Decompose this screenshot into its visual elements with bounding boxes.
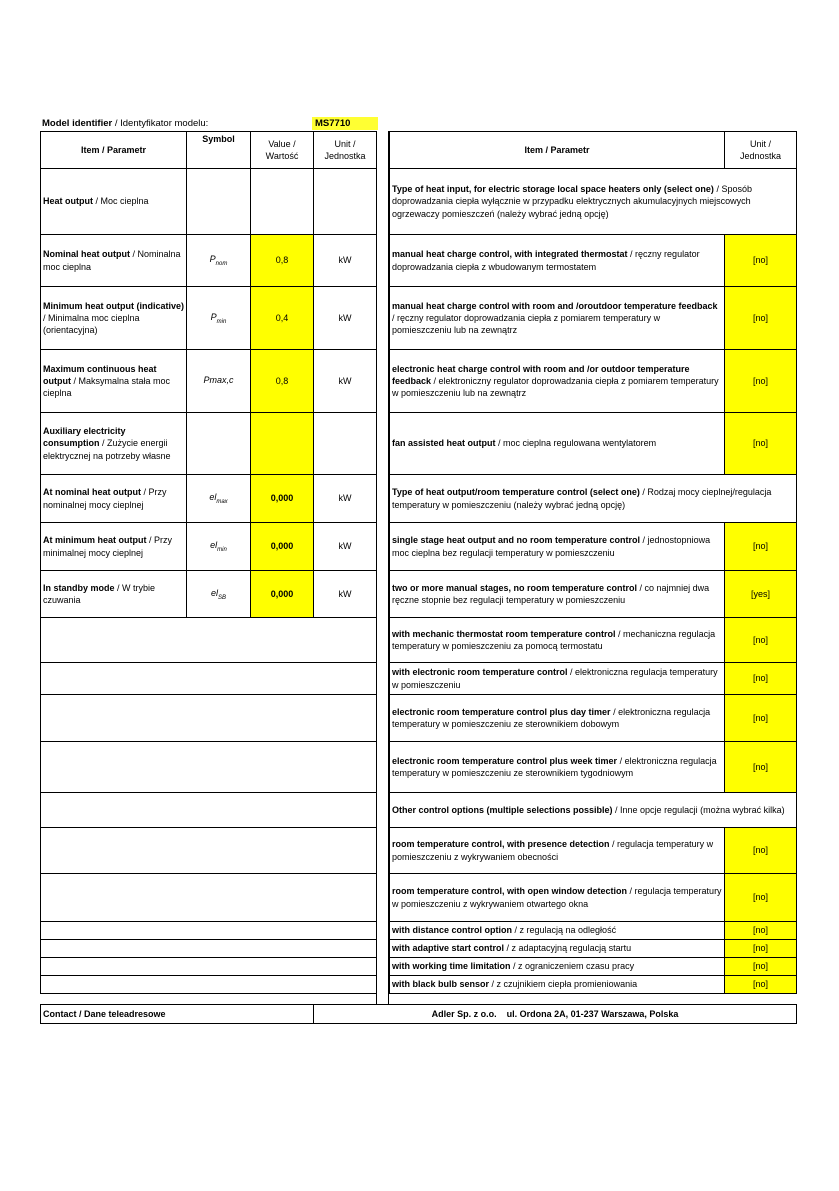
option-value: [no] xyxy=(725,940,797,958)
table-row xyxy=(390,940,797,958)
model-identifier-value: MS7710 xyxy=(312,117,378,130)
table-row xyxy=(390,618,797,663)
contact-table xyxy=(40,1004,797,1024)
section-cell: Other control options (multiple selections possible) / Inne opcje regulacji (można wybrać kilka) xyxy=(390,793,797,828)
table-row xyxy=(41,523,377,571)
value-cell: 0,8 xyxy=(251,350,314,413)
option-cell: single stage heat output and no room temperature control / jednostopniowa moc cieplna bez regulacji temperatury w pomieszczeniu xyxy=(390,523,725,571)
left-header-row xyxy=(41,132,377,169)
option-value: [no] xyxy=(725,922,797,940)
option-value: [no] xyxy=(725,663,797,695)
option-cell: with adaptive start control / z adaptacyjną regulacją startu xyxy=(390,940,725,958)
right-control-table xyxy=(389,131,797,994)
param-cell: At nominal heat output / Przy nominalnej mocy cieplnej xyxy=(41,475,187,523)
param-cell: In standby mode / W trybie czuwania xyxy=(41,571,187,618)
empty-row xyxy=(41,976,377,994)
option-cell: with distance control option / z regulacją na odległość xyxy=(390,922,725,940)
header-value: Value / Wartość xyxy=(251,132,314,169)
symbol-cell: $P_{nom}$ xyxy=(187,235,251,287)
table-row xyxy=(390,350,797,413)
symbol-cell: $P_{min}$ xyxy=(187,287,251,350)
option-value: [no] xyxy=(725,523,797,571)
symbol-cell: $el_{SB}$ xyxy=(187,571,251,618)
value-cell: 0,4 xyxy=(251,287,314,350)
option-cell: manual heat charge control, with integrated thermostat / ręczny regulator doprowadzania ciepła z wbudowanym termostatem xyxy=(390,235,725,287)
option-cell: with working time limitation / z ograniczeniem czasu pracy xyxy=(390,958,725,976)
contact-value: Adler Sp. z o.o. ul. Ordona 2A, 01-237 Warszawa, Polska xyxy=(314,1005,797,1024)
table-row xyxy=(390,695,797,742)
param-cell: Auxiliary electricity consumption / Zużycie energii elektrycznej na potrzeby własne xyxy=(41,413,187,475)
header-item: Item / Parametr xyxy=(41,132,187,169)
table-row xyxy=(41,571,377,618)
table-row xyxy=(390,828,797,874)
option-cell: with electronic room temperature control / elektroniczna regulacja temperatury w pomieszczeniu xyxy=(390,663,725,695)
symbol-cell: Pmax,c xyxy=(187,350,251,413)
header-item: Item / Parametr xyxy=(390,132,725,169)
option-cell: manual heat charge control with room and /oroutdoor temperature feedback / ręczny regulator doprowadzania ciepła z pomiarem temperatury w pomieszczeniu lub na zewnątrz xyxy=(390,287,725,350)
section-row xyxy=(390,793,797,828)
option-cell: room temperature control, with open window detection / regulacja temperatury w pomieszczeniu z wykrywaniem otwartego okna xyxy=(390,874,725,922)
option-value: [no] xyxy=(725,695,797,742)
right-header-row xyxy=(390,132,797,169)
header-symbol: Symbol xyxy=(187,132,251,169)
value-cell: 0,8 xyxy=(251,235,314,287)
section-row xyxy=(390,169,797,235)
unit-cell: kW xyxy=(314,523,377,571)
option-value: [no] xyxy=(725,350,797,413)
empty-row xyxy=(41,695,377,742)
empty-row xyxy=(41,874,377,922)
unit-cell: kW xyxy=(314,287,377,350)
option-cell: electronic room temperature control plus week timer / elektroniczna regulacja temperatury w pomieszczeniu ze sterownikiem tygodniowym xyxy=(390,742,725,793)
table-row xyxy=(41,350,377,413)
unit-cell: kW xyxy=(314,475,377,523)
table-row xyxy=(390,958,797,976)
table-row xyxy=(41,287,377,350)
option-cell: two or more manual stages, no room temperature control / co najmniej dwa ręczne stopnie bez regulacji temperatury w pomieszczeniu xyxy=(390,571,725,618)
table-row xyxy=(390,287,797,350)
table-row xyxy=(41,413,377,475)
empty-row xyxy=(41,958,377,976)
left-parameter-table xyxy=(40,131,377,994)
table-row xyxy=(390,976,797,994)
model-identifier-label: Model identifier / Identyfikator modelu: xyxy=(42,118,209,129)
section-cell: Type of heat input, for electric storage local space heaters only (select one) / Sposób doprowadzania ciepła wyłącznie w przypadku elektrycznych akumulacyjnych miejscowych ogrzewaczy pomieszczeń (należy wybrać jedną opcję) xyxy=(390,169,797,235)
option-cell: fan assisted heat output / moc cieplna regulowana wentylatorem xyxy=(390,413,725,475)
option-value: [no] xyxy=(725,874,797,922)
contact-row xyxy=(41,1005,797,1024)
value-cell: 0,000 xyxy=(251,475,314,523)
table-row xyxy=(390,571,797,618)
value-cell: 0,000 xyxy=(251,571,314,618)
table-row xyxy=(41,235,377,287)
empty-row xyxy=(41,663,377,695)
option-cell: electronic room temperature control plus day timer / elektroniczna regulacja temperatury w pomieszczeniu ze sterownikiem dobowym xyxy=(390,695,725,742)
param-cell: Maximum continuous heat output / Maksymalna stała moc cieplna xyxy=(41,350,187,413)
option-value: [no] xyxy=(725,618,797,663)
table-row xyxy=(390,523,797,571)
option-value: [no] xyxy=(725,742,797,793)
unit-cell: kW xyxy=(314,235,377,287)
value-cell: 0,000 xyxy=(251,523,314,571)
table-row xyxy=(390,922,797,940)
table-row xyxy=(390,663,797,695)
option-cell: electronic heat charge control with room and /or outdoor temperature feedback / elektroniczny regulator doprowadzania ciepła z pomiarem temperatury w pomieszczeniu lub na zewnątrz xyxy=(390,350,725,413)
option-value: [no] xyxy=(725,828,797,874)
table-row xyxy=(41,169,377,235)
empty-row xyxy=(41,940,377,958)
table-row xyxy=(390,742,797,793)
table-row xyxy=(41,475,377,523)
option-value: [no] xyxy=(725,287,797,350)
table-row xyxy=(390,874,797,922)
option-value: [no] xyxy=(725,958,797,976)
unit-cell: kW xyxy=(314,350,377,413)
param-cell: Minimum heat output (indicative) / Minimalna moc cieplna (orientacyjna) xyxy=(41,287,187,350)
section-row xyxy=(390,475,797,523)
option-value: [yes] xyxy=(725,571,797,618)
value-cell xyxy=(251,413,314,475)
option-value: [no] xyxy=(725,976,797,994)
option-cell: with black bulb sensor / z czujnikiem ciepła promieniowania xyxy=(390,976,725,994)
empty-row xyxy=(41,828,377,874)
unit-cell: kW xyxy=(314,571,377,618)
option-cell: with mechanic thermostat room temperature control / mechaniczna regulacja temperatury w pomieszczeniu za pomocą termostatu xyxy=(390,618,725,663)
contact-label: Contact / Dane teleadresowe xyxy=(41,1005,314,1024)
option-cell: room temperature control, with presence detection / regulacja temperatury w pomieszczeniu z wykrywaniem obecności xyxy=(390,828,725,874)
param-cell: At minimum heat output / Przy minimalnej mocy cieplnej xyxy=(41,523,187,571)
table-row xyxy=(390,413,797,475)
param-cell: Heat output / Moc cieplna xyxy=(41,169,187,235)
empty-row xyxy=(41,742,377,793)
symbol-cell: $el_{min}$ xyxy=(187,523,251,571)
option-value: [no] xyxy=(725,235,797,287)
table-row xyxy=(390,235,797,287)
empty-row xyxy=(41,618,377,663)
header-unit: Unit / Jednostka xyxy=(314,132,377,169)
symbol-cell: $el_{max}$ xyxy=(187,475,251,523)
empty-row xyxy=(41,793,377,828)
column-divider xyxy=(376,131,389,1004)
section-cell: Type of heat output/room temperature control (select one) / Rodzaj mocy cieplnej/regulacja temperatury w pomieszczeniu (należy wybrać jedną opcję) xyxy=(390,475,797,523)
option-value: [no] xyxy=(725,413,797,475)
empty-row xyxy=(41,922,377,940)
param-cell: Nominal heat output / Nominalna moc cieplna xyxy=(41,235,187,287)
header-unit: Unit / Jednostka xyxy=(725,132,797,169)
